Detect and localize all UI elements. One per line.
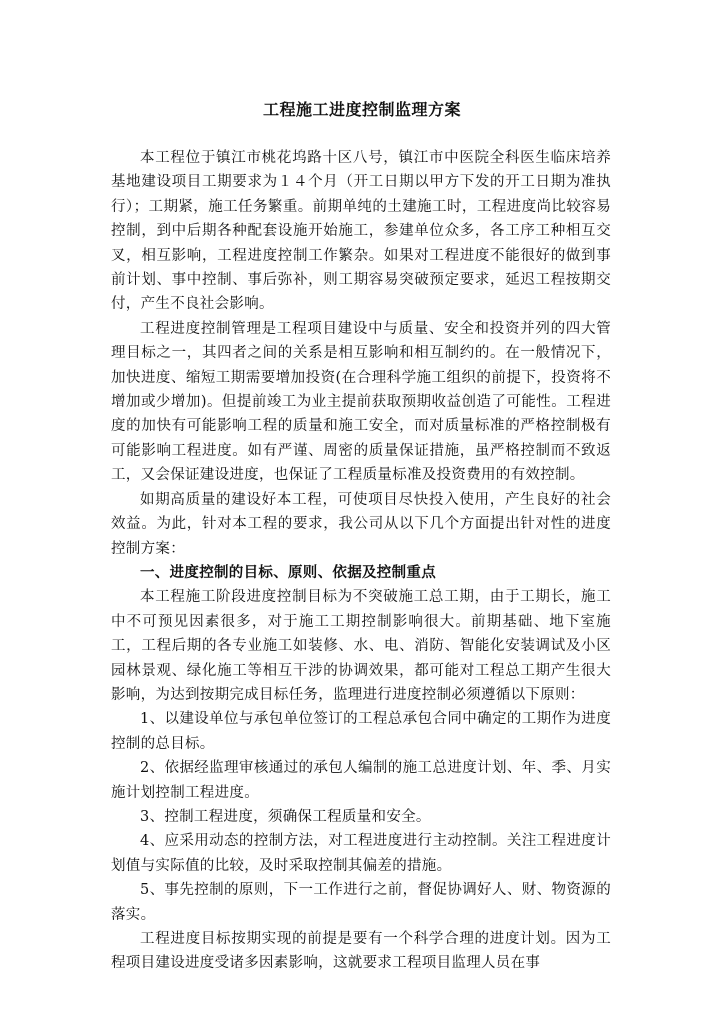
paragraph-quality-construction: 如期高质量的建设好本工程，可使项目尽快投入使用，产生良好的社会效益。为此，针对本工程的要求，我公司从以下几个方面提出针对性的进度控制方案：	[111, 491, 611, 557]
principle-item-2: 2、依据经监理审核通过的承包人编制的施工总进度计划、年、季、月实施计划控制工程进度。	[111, 760, 611, 801]
paragraph-schedule-plan: 工程进度目标按期实现的前提是要有一个科学合理的进度计划。因为工程项目建设进度受诸多因素影响，这就要求工程项目监理人员在事	[111, 931, 611, 972]
paragraph-control-target: 本工程施工阶段进度控制目标为不突破施工总工期，由于工期长，施工中不可预见因素很多，对于施工工期控制影响很大。前期基础、地下室施工，工程后期的各专业施工如装修、水、电、消防、智能化安装调试及小区园林景观、绿化施工等相互干涉的协调效果，都可能对工程总工期产生很大影响，为达到按期完成目标任务，监理进行进度控制必须遵循以下原则：	[111, 589, 611, 703]
section-heading: 一、进度控制的目标、原则、依据及控制重点	[140, 564, 436, 581]
principle-item-5: 5、事先控制的原则，下一工作进行之前，督促协调好人、财、物资源的落实。	[111, 882, 611, 923]
principle-item-4: 4、应采用动态的控制方法，对工程进度进行主动控制。关注工程进度计划值与实际值的比较，及时采取控制其偏差的措施。	[111, 833, 611, 874]
principle-item-3: 3、控制工程进度，须确保工程质量和安全。	[140, 808, 431, 825]
principle-item-1: 1、以建设单位与承包单位签订的工程总承包合同中确定的工期作为进度控制的总目标。	[111, 711, 611, 752]
page-title: 工程施工进度控制监理方案	[262, 100, 461, 119]
paragraph-project-overview: 本工程位于镇江市桃花坞路十区八号，镇江市中医院全科医生临床培养基地建设项目工期要求为１４个月（开工日期以甲方下发的开工日期为准执行）；工期紧，施工任务繁重。前期单纯的土建施工时，工程进度尚比较容易控制，到中后期各种配套设施开始施工，参建单位众多，各工序工种相互交叉，相互影响，工程进度控制工作繁杂。如果对工程进度不能很好的做到事前计划、事中控制、事后弥补，则工期容易突破预定要求，延迟工程按期交付，产生不良社会影响。	[111, 150, 611, 313]
document-body	[111, 146, 611, 976]
paragraph-progress-management: 工程进度控制管理是工程项目建设中与质量、安全和投资并列的四大管理目标之一，其四者之间的关系是相互影响和相互制约的。在一般情况下，加快进度、缩短工期需要增加投资(在合理科学施工组织的前提下，投资将不增加或少增加)。但提前竣工为业主提前获取预期收益创造了可能性。工程进度的加快有可能影响工程的质量和施工安全，而对质量标准的严格控制极有可能影响工程进度。如有严谨、周密的质量保证措施，虽严格控制而不致返工，又会保证建设进度，也保证了工程质量标准及投资费用的有效控制。	[111, 320, 611, 484]
